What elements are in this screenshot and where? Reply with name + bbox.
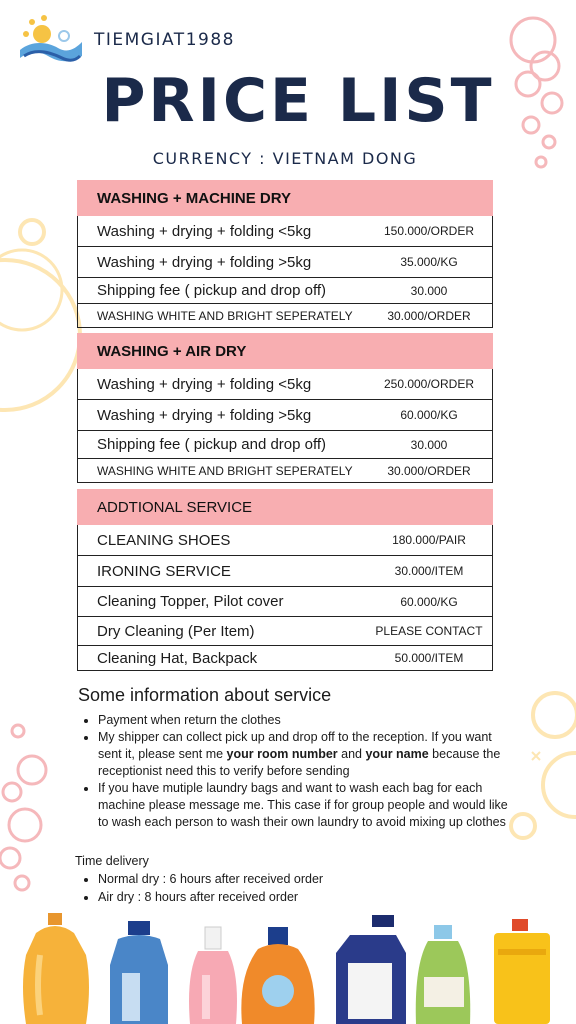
list-item [98,780,508,831]
info-title: Some information about service [78,685,332,705]
service-price: 150.000/ORDER [383,224,475,238]
table-row [78,525,492,555]
info-text: Payment when return the clothes [98,713,281,727]
service-price: 60.000/KG [400,594,458,609]
service-info [78,685,508,831]
yellow-jug-icon [494,919,550,1024]
right-yellow-bubbles-icon [511,693,576,838]
list-item [98,729,508,780]
service-name: Cleaning Topper, Pilot cover [97,593,284,610]
info-bold-text: your name [365,747,429,761]
section-header: WASHING + MACHINE DRY [77,180,493,216]
section-machine-dry [77,180,493,328]
table-row [78,277,492,303]
time-delivery [75,853,505,906]
table-row [78,430,492,458]
yellow-bottle-icon [23,913,89,1024]
service-name: Cleaning Hat, Backpack [97,649,258,667]
info-bold-text: your room number [226,747,338,761]
service-price: 60.000/KG [400,408,458,422]
table-row [78,369,492,399]
service-price: 30.000/ITEM [394,564,464,578]
service-name: Washing + drying + folding >5kg [97,406,312,424]
section-additional-service [77,489,493,671]
table-row [78,303,492,327]
table-row [78,458,492,482]
service-name: WASHING WHITE AND BRIGHT SEPERATELY [97,463,353,478]
price-table [77,369,493,483]
list-item: • Air dry : 8 hours after received order [98,888,505,906]
service-price: PLEASE CONTACT [375,624,483,638]
table-row [78,616,492,645]
service-name: Dry Cleaning (Per Item) [97,622,255,640]
pink-bottle-icon [189,927,237,1024]
table-row [78,399,492,430]
service-name: Washing + drying + folding <5kg [97,222,312,240]
service-price: 180.000/PAIR [392,533,466,547]
service-price: 30.000 [410,437,448,452]
info-text: If you have mutiple laundry bags and want to wash each bag for each machine please message me. This case if for group people and would like to wash each person to wash their own laundry to avoid mixing up clothes [98,781,508,829]
section-header: ADDTIONAL SERVICE [77,489,493,525]
brand [18,12,235,68]
info-text: and [337,747,366,761]
time-delivery-title: Time delivery [75,854,149,868]
info-list [78,712,508,831]
service-name: CLEANING SHOES [97,531,231,549]
table-row [78,555,492,586]
service-price: 30.000/ORDER [387,463,471,478]
table-row [78,586,492,616]
info-text: because the receptionist need this to verify before sending [98,747,501,778]
list-item [98,712,508,729]
list-item: • Normal dry : 6 hours after received order [98,870,505,888]
service-name: Washing + drying + folding >5kg [97,253,312,271]
service-price: 30.000/ORDER [387,308,471,323]
service-name: WASHING WHITE AND BRIGHT SEPERATELY [97,308,353,323]
left-pink-bubbles-icon [0,725,46,890]
service-name: Shipping fee ( pickup and drop off) [97,436,327,453]
blue-bottle-icon [110,921,168,1024]
section-header: WASHING + AIR DRY [77,333,493,369]
brand-name: TIEMGIAT1988 [94,30,235,50]
price-table [77,525,493,671]
section-air-dry [77,333,493,483]
navy-jug-icon [336,915,406,1024]
table-row [78,246,492,277]
sun-wave-logo-icon [18,12,84,68]
service-price: 35.000/KG [400,255,458,269]
service-name: IRONING SERVICE [97,562,231,580]
green-bottle-icon [416,925,471,1024]
service-name: Shipping fee ( pickup and drop off) [97,282,327,299]
service-price: 30.000 [410,283,448,298]
service-price: 50.000/ITEM [394,651,464,665]
price-table [77,216,493,328]
page-title: PRICE LIST [101,66,495,136]
info-text: My shipper can collect pick up and drop off to the reception. If you want sent it, please sent me [98,730,492,761]
time-delivery-list [75,870,505,906]
detergent-bottles [0,905,576,1024]
currency-subtitle: CURRENCY : VIETNAM DONG [152,149,418,168]
table-row [78,645,492,670]
service-name: Washing + drying + folding <5kg [97,375,312,393]
table-row [78,216,492,246]
orange-detergent-icon [241,927,314,1024]
service-price: 250.000/ORDER [383,377,475,391]
left-yellow-bubbles-icon [0,220,80,410]
